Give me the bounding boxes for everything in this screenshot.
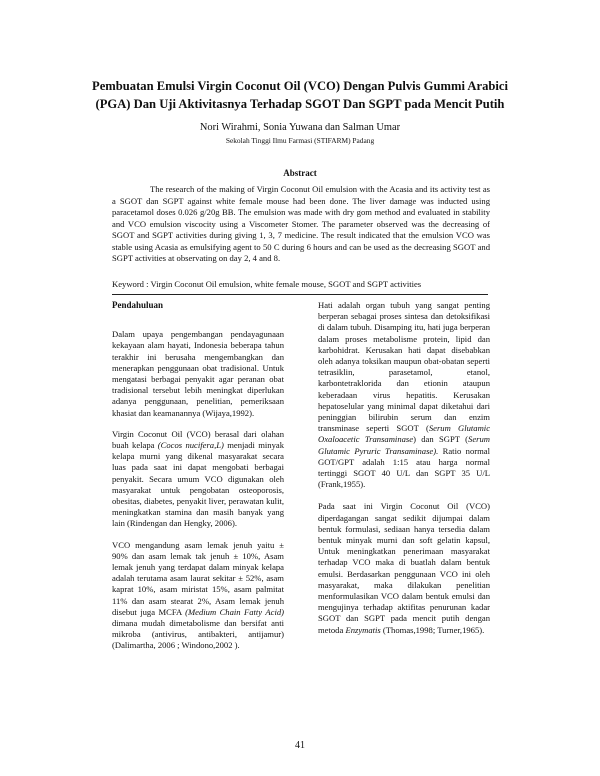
section-heading-pendahuluan: Pendahuluan [112,300,164,310]
paragraph: Pada saat ini Virgin Coconut Oil (VCO) diperdagangan sangat sedikit dijumpai dalam bentuk formulasi, sediaan hanya tersedia dalam bentuk minyak murni dan soft gelatin kapsul, Untuk meningkatkan penerimaan masyarakat terhadap VCO maka di buatlah dalam bentuk emulsi. Berdasarkan penggunaan VCO ini oleh masyarakat, maka dilakukan penelitian menformulasikan VCO dalam bentuk emulsi dan mengujinya terhadap aktifitas penurunan kadar SGOT dan SGPT pada mencit putih dengan metoda Enzymatis (Thomas,1998; Turner,1965). [318,501,490,635]
abstract-text: The research of the making of Virgin Coconut Oil emulsion with the Acasia and its activity test as a SGOT dan SGPT against white female mouse had been done. The liver damage was inducted using paracetamol doses 0.026 g/20g BB. The emulsion was made with dry gom method and evaluated in stability and VCO emulsion viscocity using a Viscometer Stomer. The parameter observed was the decreasing of SGOT and SGPT activities during giving 1, 3, 7 medicine. The result indicated that the emulsion VCO was stable using Acasia as emulsifying agent to 50 C during 6 hours and can be used as the decreasing SGOT and SGPT activities at observating on day 2, 4 and 8. [112,184,490,263]
abstract-heading: Abstract [283,168,317,178]
right-column [318,300,490,646]
authors: Nori Wirahmi, Sonia Yuwana dan Salman Umar [199,122,401,133]
title-line-1: Pembuatan Emulsi Virgin Coconut Oil (VCO) Dengan Pulvis Gummi Arabici [92,79,508,93]
keywords: Keyword : Virgin Coconut Oil emulsion, white female mouse, SGOT and SGPT activities [112,279,422,289]
title-line-2: (PGA) Dan Uji Aktivitasnya Terhadap SGOT Dan SGPT pada Mencit Putih [95,97,505,111]
affiliation: Sekolah Tinggi Ilmu Farmasi (STIFARM) Padang [225,136,375,145]
paper-title [60,77,540,113]
page-number: 41 [295,740,305,751]
method-term: Enzymatis [345,624,381,635]
paragraph: Virgin Coconut Oil (VCO) berasal dari olahan buah kelapa (Cocos nucifera,L) menjadi minyak kelapa murni yang dikenal masyarakat secara luas pada saat ini dapat mengobati berbagai penyakit. Secara umum VCO digunakan oleh masyarakat untuk pengobatan osteoporosis, obesitas, diabetes, penyakit liver, perawatan kulit, meningkatkan stamina dan masih banyak yang lain (Rindengan dan Hengky, 2006). [112,428,284,529]
sgpt-term: Serum Glutamic Pyruric Transaminase). [318,434,490,456]
paragraph: Hati adalah organ tubuh yang sangat penting berperan sebagai proses sintesa dan detoksifikasi di dalam tubuh. Disamping itu, hati juga berperan dalam proses metabolisme protein, lipid dan karbohidrat. Kerusakan hati dapat disebabkan oleh adanya toksikan maupun obat-obatan seperti tetrasiklin, parasetamol, etanol, karbontetraklorida dan etionin ataupun keberadaan virus hepatitis. Kerusakan hepatoselular yang minimal dapat diketahui dari peninggian bilirubin serum dan enzim transminase seperti SGOT (Serum Glutamic Oxaloacetic Transaminase) dan SGPT (Serum Glutamic Pyruric Transaminase). Ratio normal GOT/GPT adalah 1:15 atau harga normal tertinggi SGOT 40 U/L dan SGPT 35 U/L (Frank,1955). [318,300,491,490]
left-column [112,300,284,662]
paragraph: VCO mengandung asam lemak jenuh yaitu ± 90% dan asam lemak tak jenuh ± 10%, Asam lemak jenuh yang terdapat dalam minyak kelapa adalah terutama asam laurat sekitar ± 52%, asam kaprat 10%, asam miristat 15%, asam palmitat 11% dan asam stearat 2%, Asam lemak jenuh disebut juga MCFA (Medium Chain Fatty Acid) dimana mudah dimetabolisme dan bersifat anti mikroba (antivirus, antibakteri, antijamur) (Dalimartha, 2006 ; Windono,2002 ). [112,539,284,651]
paragraph: Dalam upaya pengembangan pendayagunaan kekayaan alam hayati, Indonesia beberapa tahun terakhir ini berusaha mengembangkan dan menerapkan penggunaan obat tradisional. Untuk mengatasi berbagai penyakit agar peranan obat tradisional tersebut lebih meningkat diperlukan adanya penggunaan, penelitian, pemeriksaan khasiat dan keamanannya (Wijaya,1992). [112,329,284,418]
sgot-term: Serum Glutamic Oxaloacetic Transaminase [318,423,491,445]
species-name: (Cocos nucifera,L) [157,440,224,451]
section-divider [112,294,488,295]
mcfa-term: (Medium Chain Fatty Acid) [185,606,284,617]
